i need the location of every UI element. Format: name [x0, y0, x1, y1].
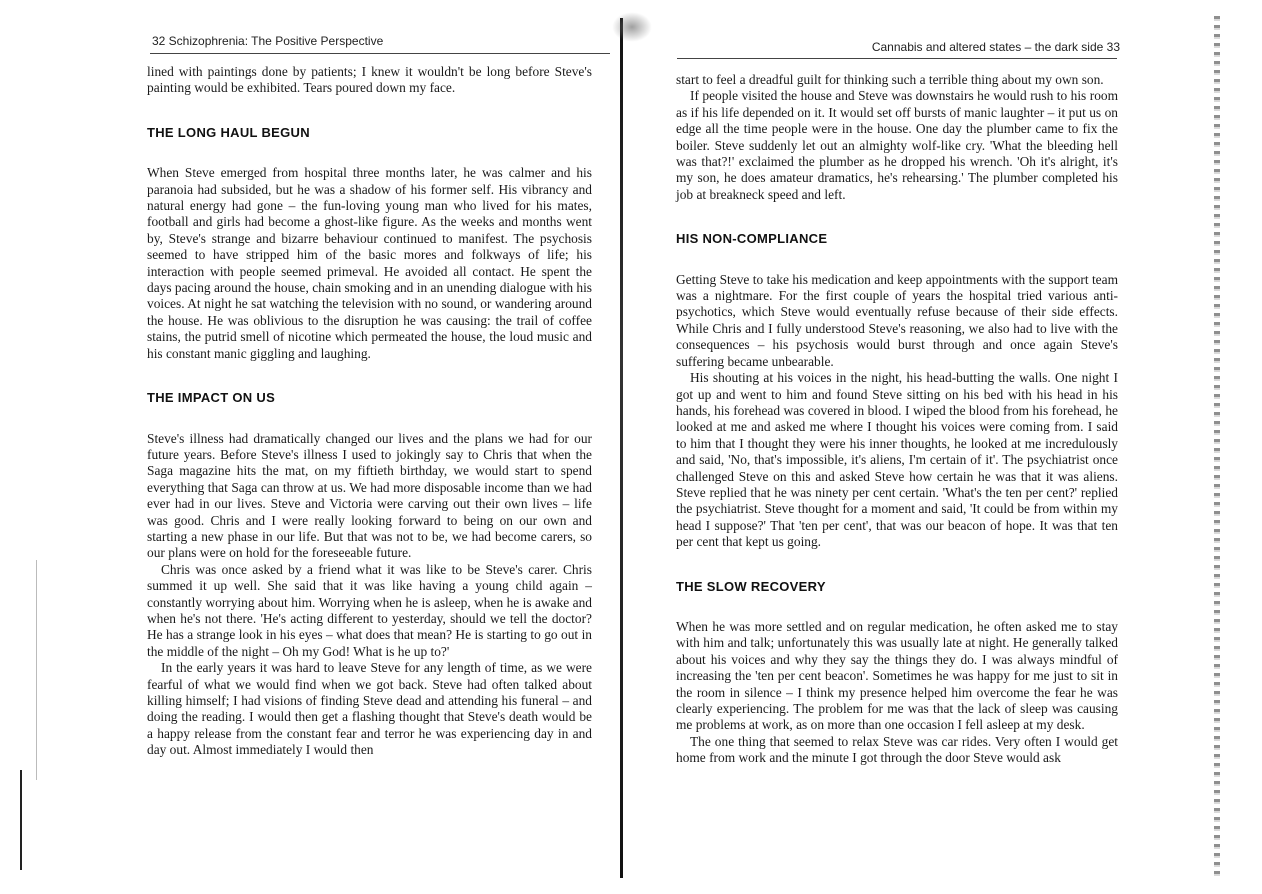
paragraph: lined with paintings done by patients; I knew it wouldn't be long before Steve's painting would be exhibited. Tears poured down my face.	[147, 64, 592, 96]
section-heading: THE SLOW RECOVERY	[676, 578, 826, 594]
paragraph: His shouting at his voices in the night, his head-butting the walls. One night I got up and went to him and found Steve sitting on his bed with his head in his hands, his forehead was covered in blood. I wiped the blood from his forehead, he looked at me and asked me where I thought his voices were coming from. I said to him that I thought they were his inner thoughts, he looked at me incredulously and said, 'No, that's impossible, it's aliens, I'm certain of it'. The psychiatrist once challenged Steve on this and asked Steve how certain he was that it was aliens. Steve replied that he was ninety per cent certain. 'What's the ten per cent?' replied the psychiatrist. Steve thought for a moment and said, 'It could be from within my head I suppose?' That 'ten per cent', that was our beacon of hope. It was that ten per cent that kept us going.	[676, 370, 1118, 550]
header-rule-left	[150, 53, 610, 54]
left-text-column	[147, 64, 592, 759]
page-edge-right	[1214, 16, 1220, 876]
paragraph: In the early years it was hard to leave Steve for any length of time, as we were fearful of what we would find when we got back. Steve had often talked about killing himself; I had visions of finding Steve dead and attending his funeral – and doing the reading. I would then get a flashing thought that Steve's death would be a happy release from the constant fear and terror he was experiencing day in and day out. Almost immediately I would then	[147, 660, 592, 758]
running-header-left: 32 Schizophrenia: The Positive Perspective	[152, 34, 384, 48]
right-page	[622, 0, 1262, 894]
paragraph: When he was more settled and on regular medication, he often asked me to stay with him and talk; unfortunately this was usually late at night. He generally talked about his voices and why they say the things they do. I was always mindful of increasing the 'ten per cent beacon'. Sometimes he was happy for me just to sit in the room in silence – I think my presence helped him overcome the fear he was clearly experiencing. The problem for me was that the lack of sleep was causing me problems at work, as on more than one occasion I fell asleep at my desk.	[676, 618, 1118, 733]
paragraph: Getting Steve to take his medication and keep appointments with the support team was a nightmare. For the first couple of years the hospital tried various anti-psychotics, which Steve would eventually refuse because of their side effects. While Chris and I fully understood Steve's reasoning, we also had to live with the consequences – his psychosis would burst through and once again Steve's suffering became unbearable.	[676, 271, 1118, 369]
paragraph: The one thing that seemed to relax Steve was car rides. Very often I would get home from work and the minute I got through the door Steve would ask	[676, 733, 1118, 766]
section-heading: THE IMPACT ON US	[147, 390, 276, 406]
header-rule-right	[677, 58, 1117, 59]
page-edge-left-faint	[36, 560, 37, 780]
left-page	[0, 0, 620, 894]
paragraph: If people visited the house and Steve was downstairs he would rush to his room as if his life depended on it. It would set off bursts of manic laughter – it put us on edge all the time people were in the house. One day the plumber came to fix the boiler. Steve suddenly let out an almighty wolf-like cry. 'What the bleeding hell was that?!' exclaimed the plumber as he dropped his wrench. 'Oh it's alright, it's my son, he does amateur dramatics, he's rehearsing.' The plumber completed his job at breakneck speed and left.	[676, 88, 1118, 202]
running-header-right: Cannabis and altered states – the dark side 33	[871, 40, 1120, 54]
paragraph: start to feel a dreadful guilt for thinking such a terrible thing about my own son.	[676, 72, 1104, 87]
section-heading: THE LONG HAUL BEGUN	[147, 124, 310, 140]
page-edge-left	[20, 770, 22, 870]
paragraph: Steve's illness had dramatically changed our lives and the plans we had for our future years. Before Steve's illness I used to jokingly say to Chris that when the Saga magazine hits the mat, on my fiftieth birthday, we would start to spend everything that Saga can throw at us. We had more disposable income than we had ever had in our lives. Steve and Victoria were carving out their own lives – life was good. Chris and I were really looking forward to being on our own and starting a new phase in our life. But that was not to be, we had become carers, so our plans were on hold for the foreseeable future.	[147, 430, 592, 561]
right-text-column	[676, 72, 1118, 767]
section-heading: HIS NON-COMPLIANCE	[676, 231, 828, 247]
paragraph: Chris was once asked by a friend what it was like to be Steve's carer. Chris summed it up well. She said that it was like having a young child again – constantly worrying about him. Worrying when he is asleep, when he is awake and when he's not there. 'He's acting different to yesterday, should we tell the doctor? He has a strange look in his eyes – what does that mean? He is starting to go out in the middle of the night – Oh my God! What is he up to?'	[147, 561, 592, 659]
paragraph: When Steve emerged from hospital three months later, he was calmer and his paranoia had subsided, but he was a shadow of his former self. His vibrancy and natural energy had gone – the fun-loving young man who lived for his mates, football and girls had become a ghost-like figure. As the weeks and months went by, Steve's strange and bizarre behaviour continued to manifest. The psychosis seemed to have stripped him of the basic mores and folkways of life; his interaction with people seemed primeval. He avoided all contact. He spent the days pacing around the house, chain smoking and in an unending dialogue with his voices. At night he sat watching the television with no sound, or wandering around the house. He was oblivious to the disruption he was causing: the trail of coffee stains, the putrid smell of nicotine which permeated the house, the loud music and his constant manic giggling and laughing.	[147, 165, 592, 361]
